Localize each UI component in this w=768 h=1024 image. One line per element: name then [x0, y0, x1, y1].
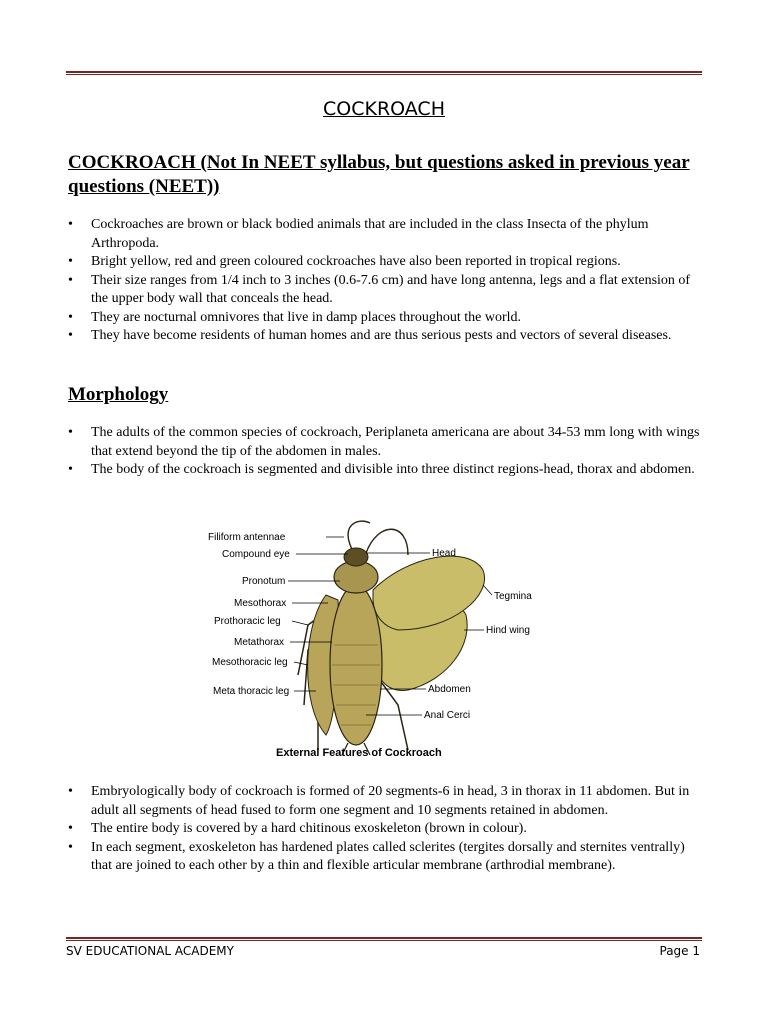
list-item: • Their size ranges from 1/4 inch to 3 inches (0.6-7.6 cm) and have long antenna, legs and a flat extension of the upper body wall that conceals the head. [68, 272, 700, 309]
footer-academy-name: SV EDUCATIONAL ACADEMY [66, 944, 234, 958]
list-item: • Embryologically body of cockroach is formed of 20 segments-6 in head, 3 in thorax in 11 abdomen. But in adult all segments of head fused to form one segment and 10 segments retained in abdomen. [68, 783, 700, 820]
footer-rule [66, 937, 702, 941]
label-mesothoracic-leg: Mesothoracic leg [212, 657, 288, 668]
list-item: • Bright yellow, red and green coloured cockroaches have also been reported in tropical regions. [68, 253, 700, 272]
header-rule [66, 71, 702, 75]
list-item: • They have become residents of human homes and are thus serious pests and vectors of several diseases. [68, 327, 700, 346]
page-title: COCKROACH [323, 98, 445, 120]
label-tegmina: Tegmina [494, 591, 532, 602]
page-number: Page 1 [659, 944, 700, 958]
intro-heading: COCKROACH (Not In NEET syllabus, but questions asked in previous year questions (NEET)) [68, 152, 690, 197]
label-meta-thoracic-leg: Meta thoracic leg [213, 686, 290, 697]
label-metathorax: Metathorax [234, 637, 285, 648]
label-prothoracic-leg: Prothoracic leg [214, 616, 281, 627]
morphology-bullet-list [68, 424, 700, 480]
morphology-heading: Morphology [68, 384, 169, 405]
label-abdomen: Abdomen [428, 684, 471, 695]
label-filiform-antennae: Filiform antennae [208, 532, 286, 543]
figure-caption: External Features of Cockroach [276, 747, 442, 759]
label-head: Head [432, 548, 456, 559]
list-item: • The entire body is covered by a hard chitinous exoskeleton (brown in colour). [68, 820, 700, 839]
tegmen-right [373, 556, 485, 630]
label-hind-wing: Hind wing [486, 625, 530, 636]
antenna-right [366, 529, 408, 555]
label-anal-cerci: Anal Cerci [424, 710, 471, 721]
label-pronotum: Pronotum [242, 576, 286, 587]
head [344, 548, 368, 566]
list-item: • Cockroaches are brown or black bodied animals that are included in the class Insecta of the phylum Arthropoda. [68, 216, 700, 253]
label-mesothorax: Mesothorax [234, 598, 287, 609]
list-item: • The body of the cockroach is segmented and divisible into three distinct regions-head, thorax and abdomen. [68, 461, 700, 480]
label-compound-eye: Compound eye [222, 549, 290, 560]
list-item: • In each segment, exoskeleton has hardened plates called sclerites (tergites dorsally and sternites ventrally) that are joined to each other by a thin and flexible articular membrane (arthrodial membrane). [68, 839, 700, 876]
cockroach-diagram [208, 515, 544, 767]
body-bullet-list [68, 783, 700, 876]
list-item: • They are nocturnal omnivores that live in damp places throughout the world. [68, 309, 700, 328]
list-item: • The adults of the common species of cockroach, Periplaneta americana are about 34-53 mm long with wings that extend beyond the tip of the abdomen in males. [68, 424, 700, 461]
intro-bullet-list [68, 216, 700, 346]
